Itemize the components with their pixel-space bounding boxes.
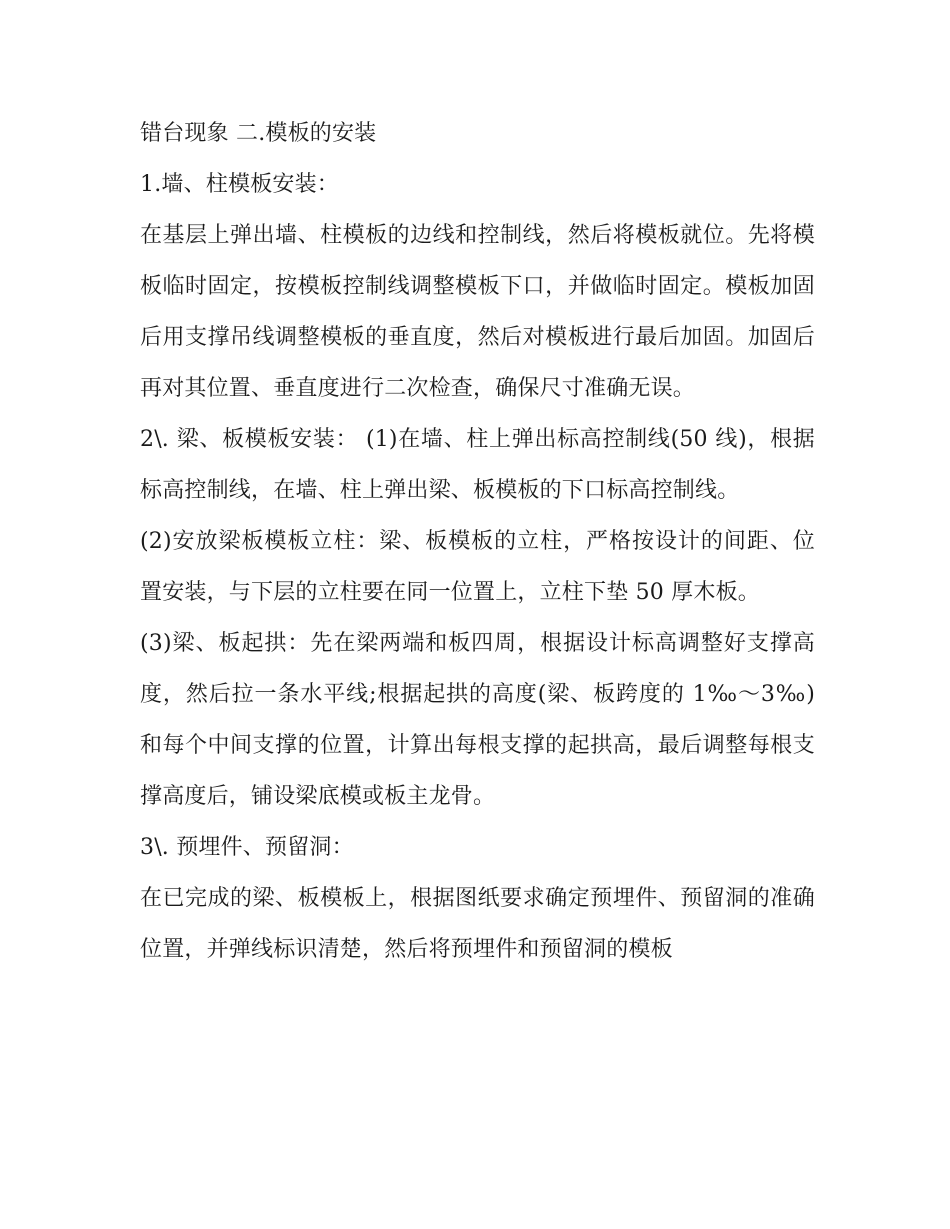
embedded-parts-heading: 3\. 预埋件、预留洞： xyxy=(140,835,354,860)
subsection-wall-column-heading: 1.墙、柱模板安装： xyxy=(140,172,339,197)
beam-slab-install-step-2: (2)安放梁板模板立柱：梁、板模板的立柱，严格按设计的间距、位置安装，与下层的立柱要在同一位置上，立柱下垫 50 厚木板。 xyxy=(140,529,815,605)
beam-slab-install-step-1: 2\. 梁、板模板安装： (1)在墙、柱上弹出标高控制线(50 线)，根据标高控制线，在墙、柱上弹出梁、板模板的下口标高控制线。 xyxy=(140,427,815,503)
section-heading-line: 错台现象 二.模板的安装 xyxy=(140,121,377,146)
embedded-parts-paragraph: 在已完成的梁、板模板上，根据图纸要求确定预埋件、预留洞的准确位置，并弹线标识清楚，然后将预埋件和预留洞的模板 xyxy=(140,886,815,962)
wall-column-install-paragraph: 在基层上弹出墙、柱模板的边线和控制线，然后将模板就位。先将模板临时固定，按模板控制线调整模板下口，并做临时固定。模板加固后用支撑吊线调整模板的垂直度，然后对模板进行最后加固。加固后再对其位置、垂直度进行二次检查，确保尺寸准确无误。 xyxy=(140,223,815,401)
beam-slab-install-step-3: (3)梁、板起拱：先在梁两端和板四周，根据设计标高调整好支撑高度，然后拉一条水平线;根据起拱的高度(梁、板跨度的 1‰～3‰)和每个中间支撑的位置，计算出每根支撑的起拱高，最后调整每根支撑高度后，铺设梁底模或板主龙骨。 xyxy=(140,631,815,809)
document-body xyxy=(140,108,815,975)
